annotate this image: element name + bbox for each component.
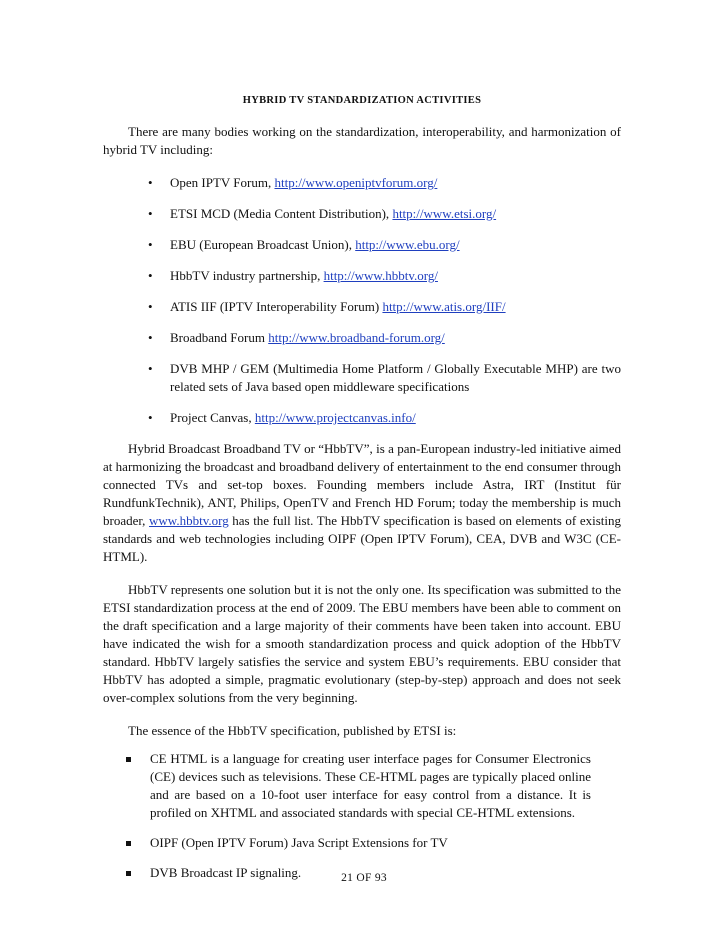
list-item: • HbbTV industry partnership, http://www.hbbtv.org/ — [148, 268, 438, 283]
bullet-icon: • — [148, 268, 153, 283]
link[interactable]: http://www.projectcanvas.info/ — [254, 410, 416, 425]
page-title: HYBRID TV STANDARDIZATION ACTIVITIES — [242, 95, 482, 106]
link[interactable]: http://www.ebu.org/ — [355, 237, 460, 252]
link[interactable]: http://www.atis.org/IIF/ — [382, 299, 506, 314]
link[interactable]: http://www.etsi.org/ — [392, 206, 497, 221]
essence-paragraph: The essence of the HbbTV specification, published by ETSI is: — [128, 723, 457, 738]
intro-paragraph: There are many bodies working on the standardization, interoperability, and harmonization of hybrid TV including: — [103, 124, 621, 157]
list-item: CE HTML is a language for creating user interface pages for Consumer Electronics (CE) devices such as televisions. These CE-HTML pages are typically placed online and are based on a 10-foot user interface for easy control from a distance. It is profiled on XHTML and associated standards with special CE-HTML extensions. — [103, 750, 621, 822]
list-item: • ETSI MCD (Media Content Distribution), http://www.etsi.org/ — [148, 206, 497, 221]
list-item: • EBU (European Broadcast Union), http://www.ebu.org/ — [148, 237, 460, 252]
spec-list — [103, 750, 621, 882]
link[interactable]: http://www.broadband-forum.org/ — [268, 330, 445, 345]
link[interactable]: http://www.hbbtv.org/ — [323, 268, 438, 283]
bullet-icon: • — [148, 330, 153, 345]
list-item: • DVB MHP / GEM (Multimedia Home Platform / Globally Executable MHP) are two related sets of Java based open middleware specifications — [148, 361, 621, 394]
bullet-icon: • — [148, 237, 153, 252]
document-page — [103, 95, 621, 894]
list-item: OIPF (Open IPTV Forum) Java Script Extensions for TV — [103, 834, 621, 852]
bullet-icon: • — [148, 299, 153, 314]
square-bullet-icon — [126, 841, 131, 846]
list-item: • Project Canvas, http://www.projectcanvas.info/ — [148, 410, 416, 425]
list-item: • ATIS IIF (IPTV Interoperability Forum) http://www.atis.org/IIF/ — [148, 299, 506, 314]
list-item: • Open IPTV Forum, http://www.openiptvforum.org/ — [148, 175, 438, 190]
hbbtv-paragraph: Hybrid Broadcast Broadband TV or “HbbTV”, is a pan-European industry-led initiative aimed at harmonizing the broadcast and broadband delivery of entertainment to the end consumer through connected TVs and set-top boxes. Founding members include Astra, IRT (Institut für RundfunkTechnik), ANT, Philips, OpenTV and French HD Forum; today the membership is much broader, www.hbbtv.org has the full list. The HbbTV specification is based on elements of existing standards and web technologies including OIPF (Open IPTV Forum), CEA, DVB and W3C (CE-HTML). — [103, 441, 621, 564]
hbbtv-link[interactable]: www.hbbtv.org — [149, 513, 229, 528]
list-item: DVB Broadcast IP signaling. — [103, 864, 621, 882]
bullet-icon: • — [148, 410, 153, 425]
list-item: • Broadband Forum http://www.broadband-forum.org/ — [148, 330, 445, 345]
solution-paragraph: HbbTV represents one solution but it is not the only one. Its specification was submitted to the ETSI standardization process at the end of 2009. The EBU members have been able to comment on the draft specification and a large majority of their comments have been taken into account. EBU have indicated the wish for a smooth standardization process and quick adoption of the HbbTV standard. HbbTV largely satisfies the service and system EBU’s requirements. EBU consider that HbbTV has adopted a simple, pragmatic evolutionary (step-by-step) approach and does not seek over-complex solutions from the very beginning. — [103, 582, 621, 705]
link[interactable]: http://www.openiptvforum.org/ — [274, 175, 438, 190]
square-bullet-icon — [126, 757, 131, 762]
bullet-icon: • — [148, 175, 153, 190]
page-number: 21 OF 93 — [341, 872, 387, 884]
bullet-icon: • — [148, 206, 153, 221]
bullet-icon: • — [148, 361, 153, 376]
standards-bodies-list — [103, 174, 621, 427]
